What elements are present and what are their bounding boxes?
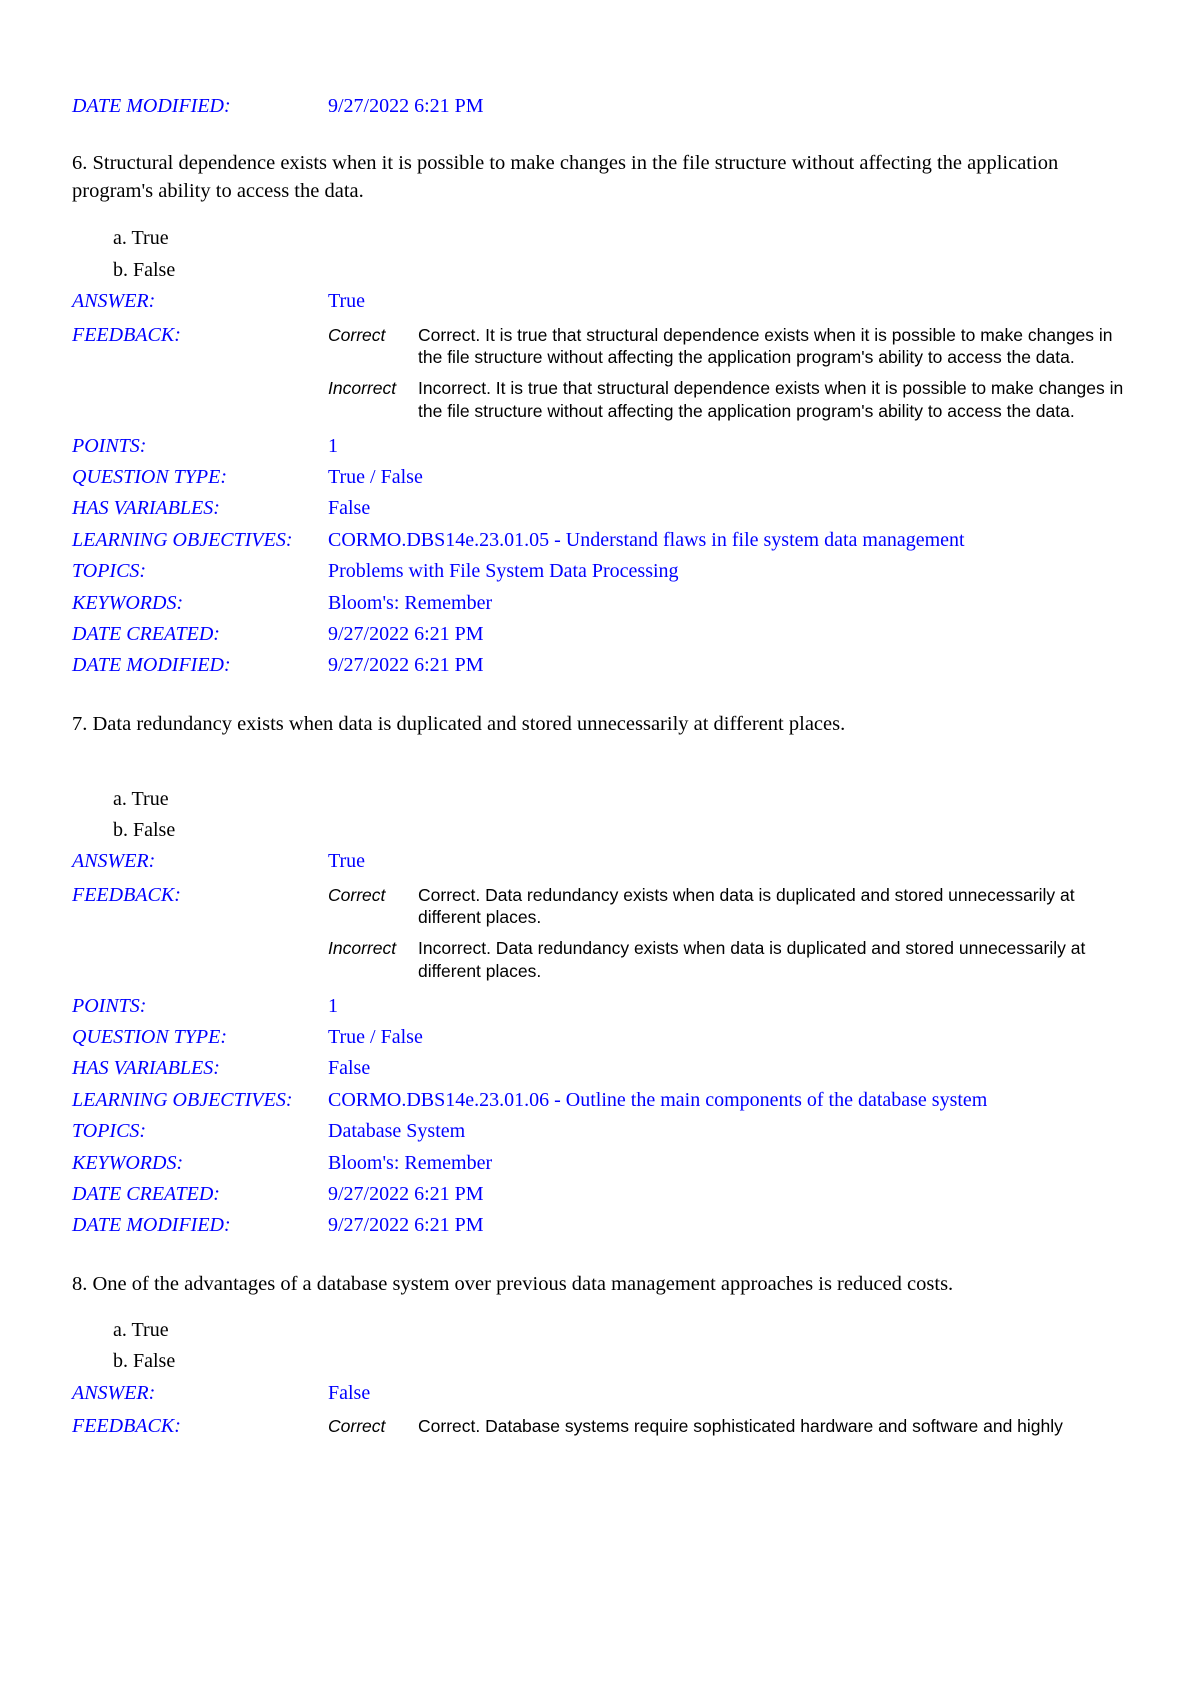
date-modified-row bbox=[72, 650, 1142, 681]
feedback-label: FEEDBACK: bbox=[72, 1414, 181, 1437]
answer-options bbox=[72, 223, 1142, 286]
topics-row bbox=[72, 556, 1142, 587]
question-type-value: True / False bbox=[328, 465, 423, 488]
feedback-text: Correct. Database systems require sophisticated hardware and software and highly bbox=[418, 1415, 1063, 1436]
learning-objectives-label: LEARNING OBJECTIVES: bbox=[72, 528, 293, 551]
answer-options bbox=[72, 1315, 1142, 1378]
date-created-label: DATE CREATED: bbox=[72, 1183, 220, 1206]
feedback-label: FEEDBACK: bbox=[72, 323, 181, 346]
date-created-row bbox=[72, 1179, 1142, 1210]
points-row bbox=[72, 430, 1142, 461]
has-variables-row bbox=[72, 493, 1142, 524]
answer-option: b. False bbox=[113, 258, 176, 281]
topics-label: TOPICS: bbox=[72, 1120, 147, 1143]
feedback-type: Correct bbox=[328, 884, 386, 905]
topics-value: Problems with File System Data Processing bbox=[328, 560, 679, 583]
keywords-value: Bloom's: Remember bbox=[328, 1151, 493, 1174]
question-type-row bbox=[72, 462, 1142, 493]
question-type-value: True / False bbox=[328, 1026, 423, 1049]
answer-value: True bbox=[328, 290, 366, 313]
date-modified-value: 9/27/2022 6:21 PM bbox=[328, 654, 484, 677]
keywords-row bbox=[72, 587, 1142, 618]
learning-objectives-row bbox=[72, 525, 1142, 556]
keywords-label: KEYWORDS: bbox=[72, 1151, 184, 1174]
feedback-list bbox=[328, 1415, 1142, 1446]
date-created-value: 9/27/2022 6:21 PM bbox=[328, 1183, 484, 1206]
has-variables-label: HAS VARIABLES: bbox=[72, 497, 220, 520]
feedback-item-incorrect bbox=[328, 377, 1142, 422]
feedback-type: Correct bbox=[328, 324, 386, 345]
answer-value: True bbox=[328, 850, 366, 873]
date-modified-value: 9/27/2022 6:21 PM bbox=[328, 95, 484, 118]
answer-row bbox=[72, 846, 1142, 877]
answer-label: ANSWER: bbox=[72, 850, 156, 873]
answer-row bbox=[72, 1377, 1142, 1408]
keywords-value: Bloom's: Remember bbox=[328, 591, 493, 614]
feedback-label: FEEDBACK: bbox=[72, 883, 181, 906]
answer-option: a. True bbox=[113, 787, 169, 810]
feedback-type: Correct bbox=[328, 1415, 386, 1436]
answer-option: b. False bbox=[113, 1350, 176, 1372]
feedback-text: Incorrect. It is true that structural dependence exists when it is possible to make changes in the file structure without affecting the application program's ability to access the data. bbox=[418, 377, 1124, 421]
keywords-row bbox=[72, 1147, 1142, 1178]
question-type-row bbox=[72, 1022, 1142, 1053]
question-metadata bbox=[72, 990, 1142, 1241]
topics-value: Database System bbox=[328, 1120, 466, 1143]
feedback-item-incorrect bbox=[328, 937, 1142, 982]
date-modified-value: 9/27/2022 6:21 PM bbox=[328, 1214, 484, 1237]
answer-row bbox=[72, 286, 1142, 317]
question-block bbox=[72, 1270, 1142, 1446]
feedback-text: Incorrect. Data redundancy exists when data is duplicated and stored unnecessarily at different places. bbox=[418, 938, 1086, 981]
question-text: 6. Structural dependence exists when it is possible to make changes in the file structure without affecting the application program's ability to access the data. bbox=[72, 152, 1059, 203]
topics-label: TOPICS: bbox=[72, 560, 147, 583]
learning-objectives-value: CORMO.DBS14e.23.01.05 - Understand flaws in file system data management bbox=[328, 528, 965, 551]
feedback-row bbox=[72, 1415, 1142, 1446]
question-list bbox=[72, 149, 1142, 1445]
has-variables-label: HAS VARIABLES: bbox=[72, 1057, 220, 1080]
points-value: 1 bbox=[328, 994, 338, 1017]
question-text: 7. Data redundancy exists when data is duplicated and stored unnecessarily at different places. bbox=[72, 712, 846, 735]
question-metadata bbox=[72, 430, 1142, 681]
feedback-item-correct bbox=[328, 324, 1142, 369]
question-block bbox=[72, 149, 1142, 681]
date-modified-label: DATE MODIFIED: bbox=[72, 1214, 231, 1237]
feedback-text: Correct. Data redundancy exists when data is duplicated and stored unnecessarily at different places. bbox=[418, 884, 1075, 928]
previous-date-modified-row bbox=[72, 91, 1142, 122]
feedback-item-correct bbox=[328, 884, 1142, 929]
question-type-label: QUESTION TYPE: bbox=[72, 465, 228, 488]
question-document bbox=[72, 91, 1142, 1445]
answer-option: b. False bbox=[113, 818, 176, 841]
feedback-list bbox=[328, 884, 1142, 991]
points-row bbox=[72, 990, 1142, 1021]
answer-option: a. True bbox=[113, 227, 169, 250]
feedback-list bbox=[328, 324, 1142, 431]
date-created-label: DATE CREATED: bbox=[72, 622, 220, 645]
learning-objectives-label: LEARNING OBJECTIVES: bbox=[72, 1088, 293, 1111]
points-label: POINTS: bbox=[72, 434, 147, 457]
points-label: POINTS: bbox=[72, 994, 147, 1017]
date-modified-label: DATE MODIFIED: bbox=[72, 654, 231, 677]
learning-objectives-value: CORMO.DBS14e.23.01.06 - Outline the main components of the database system bbox=[328, 1088, 988, 1111]
answer-options bbox=[72, 784, 1142, 847]
question-text: 8. One of the advantages of a database system over previous data management approaches is reduced costs. bbox=[72, 1272, 954, 1295]
date-modified-row bbox=[72, 1210, 1142, 1241]
date-modified-label: DATE MODIFIED: bbox=[72, 95, 231, 118]
has-variables-row bbox=[72, 1053, 1142, 1084]
question-type-label: QUESTION TYPE: bbox=[72, 1026, 228, 1049]
answer-label: ANSWER: bbox=[72, 1381, 156, 1404]
has-variables-value: False bbox=[328, 497, 371, 520]
question-block bbox=[72, 710, 1142, 1242]
feedback-type: Incorrect bbox=[328, 377, 397, 398]
feedback-text: Correct. It is true that structural dependence exists when it is possible to make changes in the file structure without affecting the application program's ability to access the data. bbox=[418, 324, 1113, 368]
answer-value: False bbox=[328, 1381, 371, 1404]
learning-objectives-row bbox=[72, 1085, 1142, 1116]
feedback-type: Incorrect bbox=[328, 938, 397, 959]
has-variables-value: False bbox=[328, 1057, 371, 1080]
answer-label: ANSWER: bbox=[72, 290, 156, 313]
date-created-row bbox=[72, 619, 1142, 650]
keywords-label: KEYWORDS: bbox=[72, 591, 184, 614]
feedback-row bbox=[72, 324, 1142, 431]
feedback-row bbox=[72, 884, 1142, 991]
feedback-item-correct bbox=[328, 1415, 1142, 1438]
answer-option: a. True bbox=[113, 1318, 169, 1341]
topics-row bbox=[72, 1116, 1142, 1147]
points-value: 1 bbox=[328, 434, 338, 457]
date-created-value: 9/27/2022 6:21 PM bbox=[328, 622, 484, 645]
